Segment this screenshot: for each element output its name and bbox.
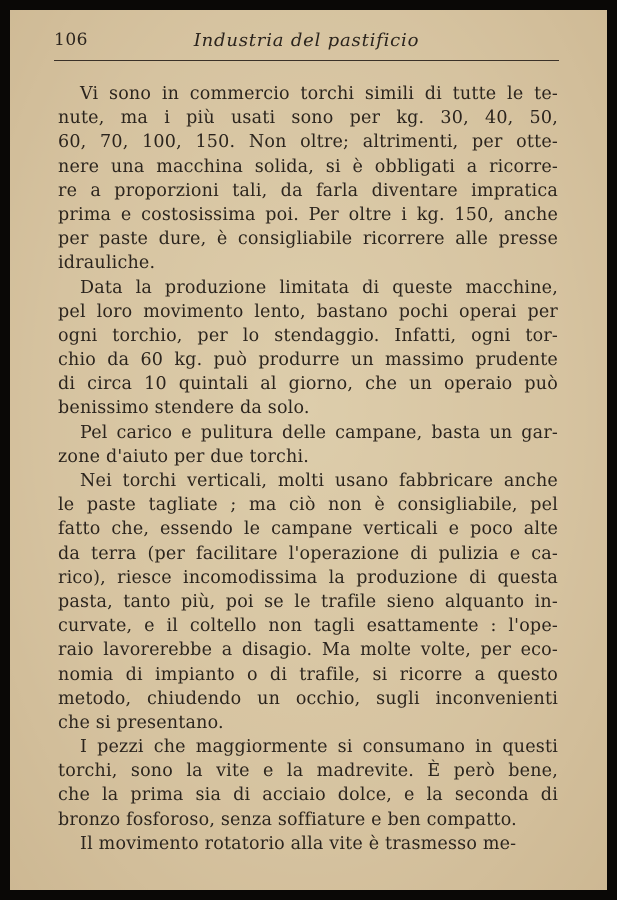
text-line: benissimo stendere da solo. bbox=[58, 398, 310, 419]
text-line: da terra (per facilitare l'operazione di pulizia e ca- bbox=[58, 543, 558, 564]
text-line: chio da 60 kg. può produrre un massimo prudente bbox=[58, 350, 558, 371]
text-line: Vi sono in commercio torchi simili di tutte le te- bbox=[80, 84, 558, 104]
text-line: di circa 10 quintali al giorno, che un operaio può bbox=[58, 374, 558, 395]
body-text bbox=[58, 82, 558, 856]
text-line: che si presentano. bbox=[58, 712, 224, 733]
text-line: raio lavorerebbe a disagio. Ma molte volte, per eco- bbox=[58, 640, 558, 661]
text-line: che la prima sia di acciaio dolce, e la seconda di bbox=[58, 785, 558, 806]
text-line: prima e costosissima poi. Per oltre i kg. 150, anche bbox=[58, 204, 558, 225]
text-line: nute, ma i più usati sono per kg. 30, 40, 50, bbox=[58, 108, 558, 129]
text-line: zone d'aiuto per due torchi. bbox=[58, 446, 310, 467]
page-number: 106 bbox=[54, 30, 88, 50]
text-line: Nei torchi verticali, molti usano fabbricare anche bbox=[80, 471, 558, 491]
text-line: rico), riesce incomodissima la produzione di questa bbox=[58, 567, 558, 588]
text-line: pasta, tanto più, poi se le trafile sieno alquanto in- bbox=[58, 591, 558, 612]
text-line: fatto che, essendo le campane verticali e poco alte bbox=[58, 519, 558, 540]
text-line: re a proporzioni tali, da farla diventare impratica bbox=[58, 180, 558, 201]
text-line: bronzo fosforoso, senza soffiature e ben compatto. bbox=[58, 809, 517, 830]
text-line: 60, 70, 100, 150. Non oltre; altrimenti, per otte- bbox=[58, 132, 558, 153]
text-line: Il movimento rotatorio alla vite è trasmesso me- bbox=[80, 833, 517, 854]
text-line: curvate, e il coltello non tagli esattamente : l'ope- bbox=[58, 616, 558, 637]
text-line: Pel carico e pulitura delle campane, basta un gar- bbox=[80, 422, 558, 443]
running-title: Industria del pastificio bbox=[193, 30, 420, 51]
text-line: torchi, sono la vite e la madrevite. È però bene, bbox=[58, 761, 558, 782]
text-line: pel loro movimento lento, bastano pochi operai per bbox=[58, 301, 558, 322]
text-line: le paste tagliate ; ma ciò non è consigliabile, pel bbox=[58, 495, 558, 516]
book-page bbox=[10, 10, 607, 890]
page-header bbox=[54, 30, 559, 61]
text-line: nere una macchina solida, si è obbligati a ricorre- bbox=[58, 156, 558, 177]
text-line: ogni torchio, per lo stendaggio. Infatti, ogni tor- bbox=[58, 325, 558, 346]
text-line: idrauliche. bbox=[58, 253, 156, 274]
text-line: metodo, chiudendo un occhio, sugli inconvenienti bbox=[58, 688, 558, 709]
text-line: per paste dure, è consigliabile ricorrere alle presse bbox=[58, 229, 558, 250]
text-line: Data la produzione limitata di queste macchine, bbox=[80, 277, 558, 298]
text-line: nomia di impianto o di trafile, si ricorre a questo bbox=[58, 664, 558, 685]
text-line: I pezzi che maggiormente si consumano in questi bbox=[80, 737, 558, 758]
